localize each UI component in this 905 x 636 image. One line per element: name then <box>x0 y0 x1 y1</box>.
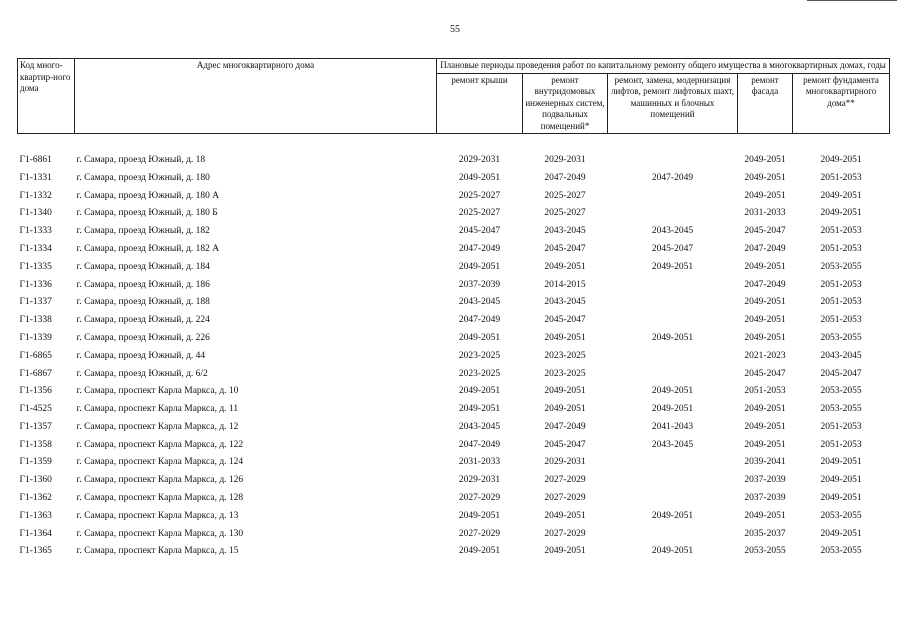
cell-address: г. Самара, проспект Карла Маркса, д. 12 <box>76 421 239 432</box>
cell-lifts: 2049-2051 <box>651 386 694 397</box>
cell-lifts <box>608 187 738 205</box>
page-number: 55 <box>450 24 460 35</box>
cell-foundation: 2053-2055 <box>820 261 862 272</box>
cell-lifts <box>608 365 738 383</box>
cell-address: г. Самара, проезд Южный, д. 224 <box>76 315 210 326</box>
cell-facade: 2037-2039 <box>744 493 786 504</box>
cell-roof: 2049-2051 <box>458 510 501 521</box>
header-periods: Плановые периоды проведения работ по капитальному ремонту общего имущества в многоквартирных домах, годы <box>437 59 890 74</box>
cell-systems: 2049-2051 <box>544 332 586 343</box>
table-row <box>18 330 890 348</box>
header-address: Адрес многоквартирного дома <box>75 59 437 134</box>
cell-foundation: 2051-2053 <box>820 172 862 183</box>
cell-roof: 2047-2049 <box>458 315 501 326</box>
cell-roof: 2045-2047 <box>458 226 501 237</box>
cell-code: Г1-1363 <box>19 510 52 521</box>
cell-foundation: 2049-2051 <box>820 475 862 486</box>
cell-facade: 2051-2053 <box>744 386 786 397</box>
cell-address: г. Самара, проспект Карла Маркса, д. 11 <box>76 404 239 415</box>
cell-code: Г1-1356 <box>19 386 52 397</box>
cell-code: Г1-1335 <box>19 261 52 272</box>
cell-foundation: 2051-2053 <box>820 243 862 254</box>
cell-roof: 2049-2051 <box>458 261 501 272</box>
header-foundation: ремонт фундамента многоквартирного дома** <box>793 73 890 134</box>
cell-facade: 2049-2051 <box>744 154 786 165</box>
cell-lifts <box>608 205 738 223</box>
cell-facade: 2049-2051 <box>744 315 786 326</box>
cell-foundation: 2053-2055 <box>820 510 862 521</box>
cell-code: Г1-6865 <box>19 350 52 361</box>
cell-address: г. Самара, проспект Карла Маркса, д. 130 <box>76 528 244 539</box>
cell-roof: 2049-2051 <box>458 332 501 343</box>
cell-address: г. Самара, проезд Южный, д. 180 <box>76 172 210 183</box>
cell-lifts: 2043-2045 <box>651 226 694 237</box>
cell-systems: 2025-2027 <box>544 208 586 219</box>
table-row <box>18 187 890 205</box>
cell-lifts <box>608 490 738 508</box>
cell-address: г. Самара, проспект Карла Маркса, д. 128 <box>76 493 244 504</box>
cell-code: Г1-4525 <box>19 404 52 415</box>
cell-lifts: 2043-2045 <box>651 439 694 450</box>
table-row <box>18 401 890 419</box>
cell-facade: 2049-2051 <box>744 190 786 201</box>
header-code: Код много-квартир-ного дома <box>18 59 75 134</box>
header-lifts: ремонт, замена, модернизация лифтов, ремонт лифтовых шахт, машинных и блочных помещений <box>608 73 738 134</box>
cell-systems: 2025-2027 <box>544 190 586 201</box>
cell-facade: 2049-2051 <box>744 510 786 521</box>
cell-address: г. Самара, проспект Карла Маркса, д. 10 <box>76 386 239 397</box>
cell-lifts: 2049-2051 <box>651 404 694 415</box>
table-row <box>18 472 890 490</box>
cell-address: г. Самара, проспект Карла Маркса, д. 126 <box>76 475 244 486</box>
cell-lifts: 2041-2043 <box>651 421 694 432</box>
cell-foundation: 2049-2051 <box>820 493 862 504</box>
cell-address: г. Самара, проезд Южный, д. 44 <box>76 350 206 361</box>
cell-lifts <box>608 472 738 490</box>
cell-roof: 2031-2033 <box>458 457 501 468</box>
cell-facade: 2049-2051 <box>744 172 786 183</box>
cell-lifts: 2049-2051 <box>651 510 694 521</box>
cell-roof: 2029-2031 <box>458 475 501 486</box>
table-row <box>18 276 890 294</box>
table-row <box>18 437 890 455</box>
cell-roof: 2037-2039 <box>458 279 501 290</box>
cell-code: Г1-1358 <box>19 439 52 450</box>
cell-foundation: 2051-2053 <box>820 315 862 326</box>
cell-systems: 2049-2051 <box>544 546 586 557</box>
cell-systems: 2014-2015 <box>544 279 586 290</box>
cell-systems: 2047-2049 <box>544 172 586 183</box>
table-row <box>18 365 890 383</box>
cell-systems: 2027-2029 <box>544 475 586 486</box>
cell-code: Г1-1364 <box>19 528 52 539</box>
cell-foundation: 2051-2053 <box>820 421 862 432</box>
table-row <box>18 205 890 223</box>
cell-systems: 2027-2029 <box>544 493 586 504</box>
cell-address: г. Самара, проезд Южный, д. 182 <box>76 226 210 237</box>
cell-systems: 2049-2051 <box>544 510 586 521</box>
cell-roof: 2049-2051 <box>458 386 501 397</box>
header-systems: ремонт внутридомовых инженерных систем, подвальных помещений* <box>523 73 608 134</box>
cell-facade: 2045-2047 <box>744 368 786 379</box>
cell-foundation: 2049-2051 <box>820 154 862 165</box>
cell-address: г. Самара, проезд Южный, д. 188 <box>76 297 210 308</box>
cell-code: Г1-1333 <box>19 226 52 237</box>
cell-lifts: 2049-2051 <box>651 261 694 272</box>
cell-code: Г1-1331 <box>19 172 52 183</box>
cell-foundation: 2049-2051 <box>820 457 862 468</box>
table-row <box>18 259 890 277</box>
cell-foundation: 2051-2053 <box>820 279 862 290</box>
cell-foundation: 2051-2053 <box>820 297 862 308</box>
cell-systems: 2045-2047 <box>544 439 586 450</box>
cell-systems: 2049-2051 <box>544 261 586 272</box>
cell-facade: 2049-2051 <box>744 421 786 432</box>
cell-lifts: 2045-2047 <box>651 243 694 254</box>
cell-roof: 2025-2027 <box>458 190 501 201</box>
table-body <box>18 134 890 562</box>
cell-roof: 2023-2025 <box>458 350 501 361</box>
table-header <box>18 59 890 134</box>
cell-code: Г1-1365 <box>19 546 52 557</box>
table-row <box>18 383 890 401</box>
table-row <box>18 454 890 472</box>
cell-code: Г1-6861 <box>19 154 52 165</box>
cell-foundation: 2045-2047 <box>820 368 862 379</box>
cell-code: Г1-1336 <box>19 279 52 290</box>
cell-roof: 2049-2051 <box>458 404 501 415</box>
cell-code: Г1-1362 <box>19 493 52 504</box>
cell-systems: 2047-2049 <box>544 421 586 432</box>
cell-facade: 2031-2033 <box>744 208 786 219</box>
cell-systems: 2029-2031 <box>544 154 586 165</box>
cell-facade: 2039-2041 <box>744 457 786 468</box>
cell-systems: 2029-2031 <box>544 457 586 468</box>
cell-facade: 2037-2039 <box>744 475 786 486</box>
cell-code: Г1-6867 <box>19 368 52 379</box>
cell-facade: 2021-2023 <box>744 350 786 361</box>
cell-address: г. Самара, проезд Южный, д. 184 <box>76 261 210 272</box>
cell-address: г. Самара, проспект Карла Маркса, д. 124 <box>76 457 244 468</box>
cell-address: г. Самара, проезд Южный, д. 186 <box>76 279 210 290</box>
cell-systems: 2045-2047 <box>544 315 586 326</box>
table-row <box>18 294 890 312</box>
cell-foundation: 2053-2055 <box>820 546 862 557</box>
cell-foundation: 2049-2051 <box>820 190 862 201</box>
cell-systems: 2049-2051 <box>544 386 586 397</box>
cell-facade: 2049-2051 <box>744 439 786 450</box>
cell-roof: 2049-2051 <box>458 546 501 557</box>
cell-systems: 2045-2047 <box>544 243 586 254</box>
cell-systems: 2049-2051 <box>544 404 586 415</box>
cell-foundation: 2051-2053 <box>820 439 862 450</box>
cell-systems: 2023-2025 <box>544 350 586 361</box>
cell-roof: 2027-2029 <box>458 528 501 539</box>
cell-code: Г1-1338 <box>19 315 52 326</box>
cell-address: г. Самара, проспект Карла Маркса, д. 13 <box>76 510 239 521</box>
cell-address: г. Самара, проезд Южный, д. 18 <box>76 154 206 165</box>
table-row <box>18 170 890 188</box>
cell-lifts <box>608 294 738 312</box>
cell-code: Г1-1357 <box>19 421 52 432</box>
cell-facade: 2053-2055 <box>744 546 786 557</box>
cell-roof: 2047-2049 <box>458 243 501 254</box>
table-row <box>18 223 890 241</box>
cell-foundation: 2053-2055 <box>820 332 862 343</box>
cell-lifts <box>608 152 738 170</box>
table-row <box>18 419 890 437</box>
cell-roof: 2023-2025 <box>458 368 501 379</box>
cell-roof: 2027-2029 <box>458 493 501 504</box>
cell-code: Г1-1339 <box>19 332 52 343</box>
page-corner-line <box>807 0 897 1</box>
cell-facade: 2049-2051 <box>744 404 786 415</box>
cell-facade: 2049-2051 <box>744 297 786 308</box>
cell-foundation: 2043-2045 <box>820 350 862 361</box>
cell-roof: 2047-2049 <box>458 439 501 450</box>
table-row <box>18 312 890 330</box>
cell-code: Г1-1340 <box>19 208 52 219</box>
cell-facade: 2035-2037 <box>744 528 786 539</box>
cell-facade: 2049-2051 <box>744 261 786 272</box>
cell-lifts: 2047-2049 <box>651 172 694 183</box>
cell-lifts <box>608 276 738 294</box>
cell-systems: 2027-2029 <box>544 528 586 539</box>
cell-lifts <box>608 526 738 544</box>
cell-address: г. Самара, проспект Карла Маркса, д. 15 <box>76 546 239 557</box>
cell-code: Г1-1334 <box>19 243 52 254</box>
cell-facade: 2045-2047 <box>744 226 786 237</box>
capital-repair-table <box>17 58 890 561</box>
cell-foundation: 2053-2055 <box>820 386 862 397</box>
cell-address: г. Самара, проезд Южный, д. 180 Б <box>76 208 218 219</box>
cell-facade: 2047-2049 <box>744 243 786 254</box>
cell-roof: 2029-2031 <box>458 154 501 165</box>
table-row <box>18 348 890 366</box>
cell-systems: 2043-2045 <box>544 226 586 237</box>
cell-lifts: 2049-2051 <box>651 546 694 557</box>
cell-roof: 2043-2045 <box>458 297 501 308</box>
cell-code: Г1-1337 <box>19 297 52 308</box>
cell-lifts <box>608 454 738 472</box>
cell-address: г. Самара, проспект Карла Маркса, д. 122 <box>76 439 244 450</box>
table-row <box>18 241 890 259</box>
table-row <box>18 543 890 561</box>
cell-foundation: 2049-2051 <box>820 528 862 539</box>
cell-facade: 2047-2049 <box>744 279 786 290</box>
spacer-row <box>18 134 890 152</box>
cell-address: г. Самара, проезд Южный, д. 226 <box>76 332 210 343</box>
cell-roof: 2025-2027 <box>458 208 501 219</box>
cell-address: г. Самара, проезд Южный, д. 180 А <box>76 190 220 201</box>
cell-address: г. Самара, проезд Южный, д. 6/2 <box>76 368 208 379</box>
cell-foundation: 2051-2053 <box>820 226 862 237</box>
cell-facade: 2049-2051 <box>744 332 786 343</box>
cell-roof: 2043-2045 <box>458 421 501 432</box>
cell-roof: 2049-2051 <box>458 172 501 183</box>
cell-systems: 2023-2025 <box>544 368 586 379</box>
cell-foundation: 2053-2055 <box>820 404 862 415</box>
table-row <box>18 152 890 170</box>
table-row <box>18 526 890 544</box>
cell-foundation: 2049-2051 <box>820 208 862 219</box>
table-row <box>18 490 890 508</box>
cell-lifts <box>608 348 738 366</box>
cell-systems: 2043-2045 <box>544 297 586 308</box>
cell-lifts: 2049-2051 <box>651 332 694 343</box>
header-roof: ремонт крыши <box>437 73 523 134</box>
cell-lifts <box>608 312 738 330</box>
header-facade: ремонт фасада <box>738 73 793 134</box>
cell-code: Г1-1360 <box>19 475 52 486</box>
cell-code: Г1-1332 <box>19 190 52 201</box>
cell-code: Г1-1359 <box>19 457 52 468</box>
table-row <box>18 508 890 526</box>
cell-address: г. Самара, проезд Южный, д. 182 А <box>76 243 220 254</box>
